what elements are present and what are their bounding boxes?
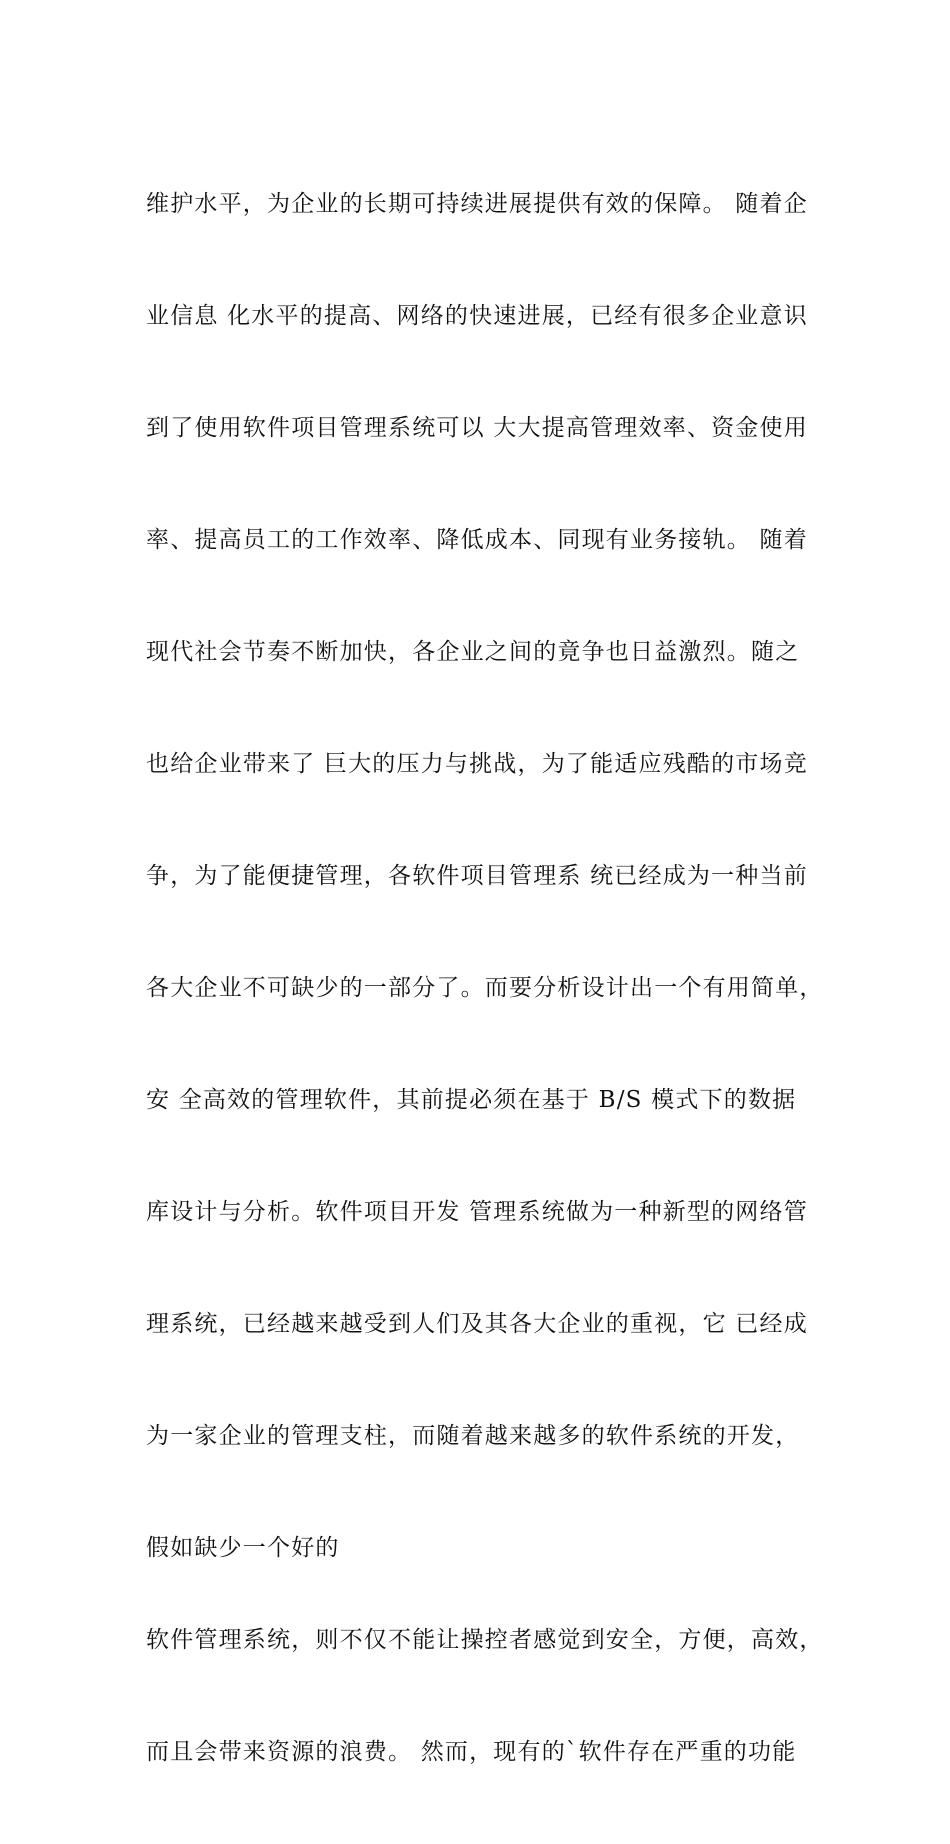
text-line: 库设计与分析。软件项目开发 管理系统做为一种新型的网络管 [146, 1199, 808, 1225]
text-line: 为一家企业的管理支柱，而随着越来越多的软件系统的开发， [146, 1423, 800, 1449]
body-text [146, 132, 824, 1844]
text-line: 业信息 化水平的提高、网络的快速进展，已经有很多企业意识 [146, 303, 808, 329]
text-line: 争，为了能便捷管理，各软件项目管理系 统已经成为一种当前 [146, 863, 808, 889]
text-line: 安 全高效的管理软件，其前提必须在基于 B/S 模式下的数据 [146, 1087, 797, 1113]
text-line: 也给企业带来了 巨大的压力与挑战，为了能适应残酷的市场竞 [146, 751, 808, 777]
text-line: 现代社会节奏不断加快，各企业之间的竟争也日益激烈。随之 [146, 639, 800, 665]
text-line: 理系统，已经越来越受到人们及其各大企业的重视，它 已经成 [146, 1311, 808, 1337]
text-line: 率、提高员工的工作效率、降低成本、同现有业务接轨。 随着 [146, 527, 808, 553]
text-line: 软件管理系统，则不仅不能让操控者感觉到安全，方便，高效， [146, 1627, 824, 1653]
text-line: 维护水平，为企业的长期可持续进展提供有效的保障。 随着企 [146, 191, 808, 217]
text-line: 各大企业不可缺少的一部分了。而要分析设计出一个有用简单， [146, 975, 824, 1001]
text-line: 到了使用软件项目管理系统可以 大大提高管理效率、资金使用 [146, 415, 808, 441]
text-line: 而且会带来资源的浪费。 然而，现有的`软件存在严重的功能 [146, 1739, 797, 1765]
text-line: 假如缺少一个好的 [146, 1535, 340, 1561]
